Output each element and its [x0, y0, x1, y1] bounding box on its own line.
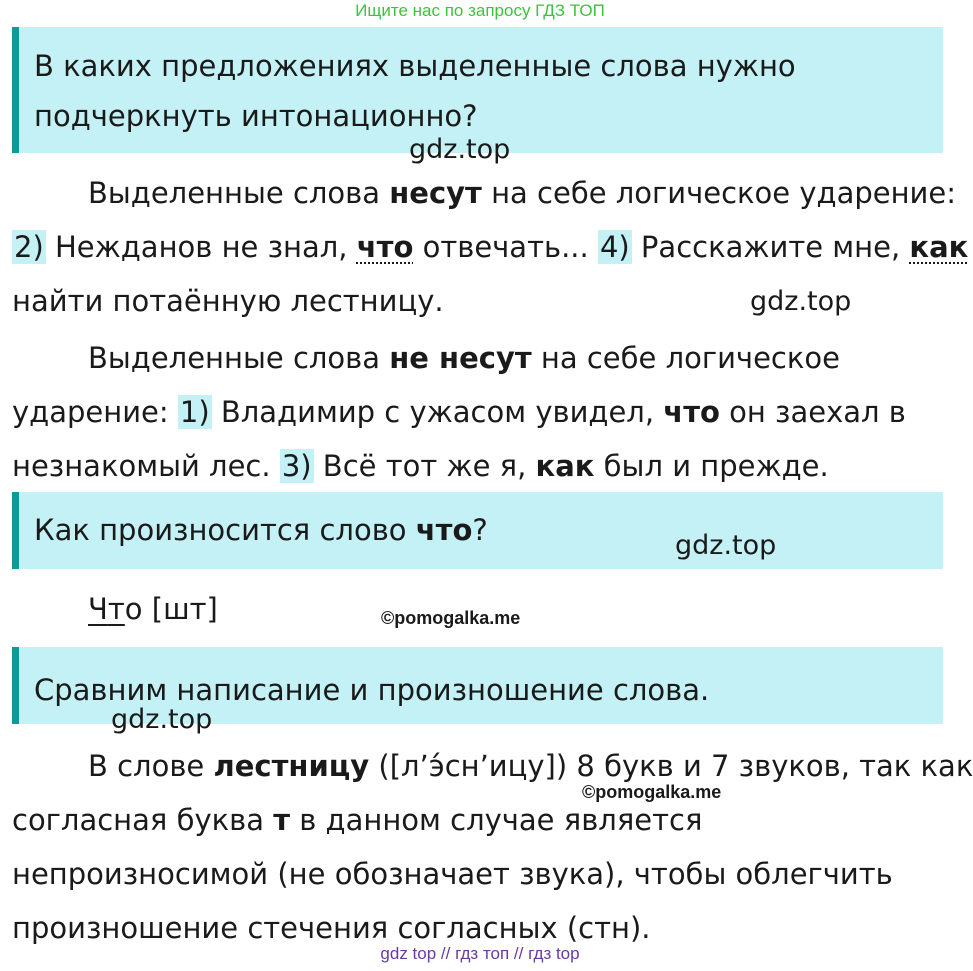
answer-4-bold: лестницу: [213, 749, 370, 783]
question-1-line-2: подчеркнуть интонационно?: [34, 99, 478, 133]
answer-2-bold: не несут: [389, 341, 532, 375]
watermark-gdz: gdz.top: [750, 286, 852, 317]
answer-2-text: Владимир с ужасом увидел,: [211, 395, 664, 429]
question-box-2: [12, 492, 943, 569]
answer-4: [12, 739, 973, 955]
answer-4-bold: т: [273, 803, 291, 837]
answer-4-line-4: произношение стечения согласных (стн).: [12, 911, 651, 945]
answer-2-text: Выделенные слова: [88, 341, 390, 375]
number-highlight: 4): [599, 230, 630, 264]
number-highlight: 3): [281, 449, 312, 483]
number-highlight: 2): [14, 230, 44, 264]
answer-4-text: ([л’э́сн’ицу]) 8 букв и 7 звуков, так как: [369, 749, 973, 783]
answer-4-text: В слове: [88, 749, 214, 783]
answer-1-bold-underlined: что: [356, 230, 414, 264]
question-2-bold: что: [415, 513, 473, 547]
answer-3-underlined: т: [107, 592, 125, 626]
answer-3-underlined: Ч: [88, 592, 108, 626]
answer-4-line-3: непроизносимой (не обозначает звука), чтобы облегчить: [12, 857, 893, 891]
watermark-gdz: gdz.top: [111, 704, 213, 735]
answer-1-text: Выделенные слова: [88, 176, 390, 210]
answer-2-text: был и прежде.: [594, 449, 829, 483]
watermark-pomogalka: ©pomogalka.me: [381, 608, 521, 628]
question-3-text: Сравним написание и произношение слова.: [34, 673, 710, 707]
answer-2-text: Всё тот же я,: [313, 449, 536, 483]
number-highlight: 1): [179, 395, 210, 429]
answer-1-bold: несут: [389, 176, 482, 210]
answer-1-text: отвечать...: [413, 230, 598, 264]
answer-2-bold: как: [535, 449, 595, 483]
answer-2-text: незнакомый лес.: [12, 449, 280, 483]
question-1-line-1: В каких предложениях выделенные слова нужно: [34, 49, 796, 83]
answer-1-line-3: найти потаённую лестницу.: [12, 284, 444, 318]
answer-1-text: Расскажите мне,: [631, 230, 910, 264]
watermark-gdz: gdz.top: [409, 134, 511, 165]
answer-3-text: о [шт]: [124, 592, 218, 626]
footer-links: gdz top // гдз топ // гдз top: [380, 944, 580, 963]
answer-1-text: Нежданов не знал,: [45, 230, 357, 264]
answer-4-text: согласная буква: [12, 803, 274, 837]
answer-4-text: в данном случае является: [290, 803, 703, 837]
top-banner: Ищите нас по запросу ГДЗ ТОП: [355, 1, 605, 20]
answer-2: [12, 331, 952, 493]
answer-2-text: ударение:: [12, 395, 178, 429]
question-2-text: Как произносится слово: [34, 513, 416, 547]
question-2-text: ?: [472, 513, 488, 547]
answer-1-text: на себе логическое ударение:: [481, 176, 957, 210]
answer-2-text: на себе логическое: [531, 341, 840, 375]
watermark-pomogalka: ©pomogalka.me: [582, 782, 722, 802]
answer-2-text: он заехал в: [719, 395, 906, 429]
answer-2-bold: что: [663, 395, 720, 429]
watermark-gdz: gdz.top: [675, 530, 777, 561]
answer-1-bold-underlined: как: [909, 230, 969, 264]
